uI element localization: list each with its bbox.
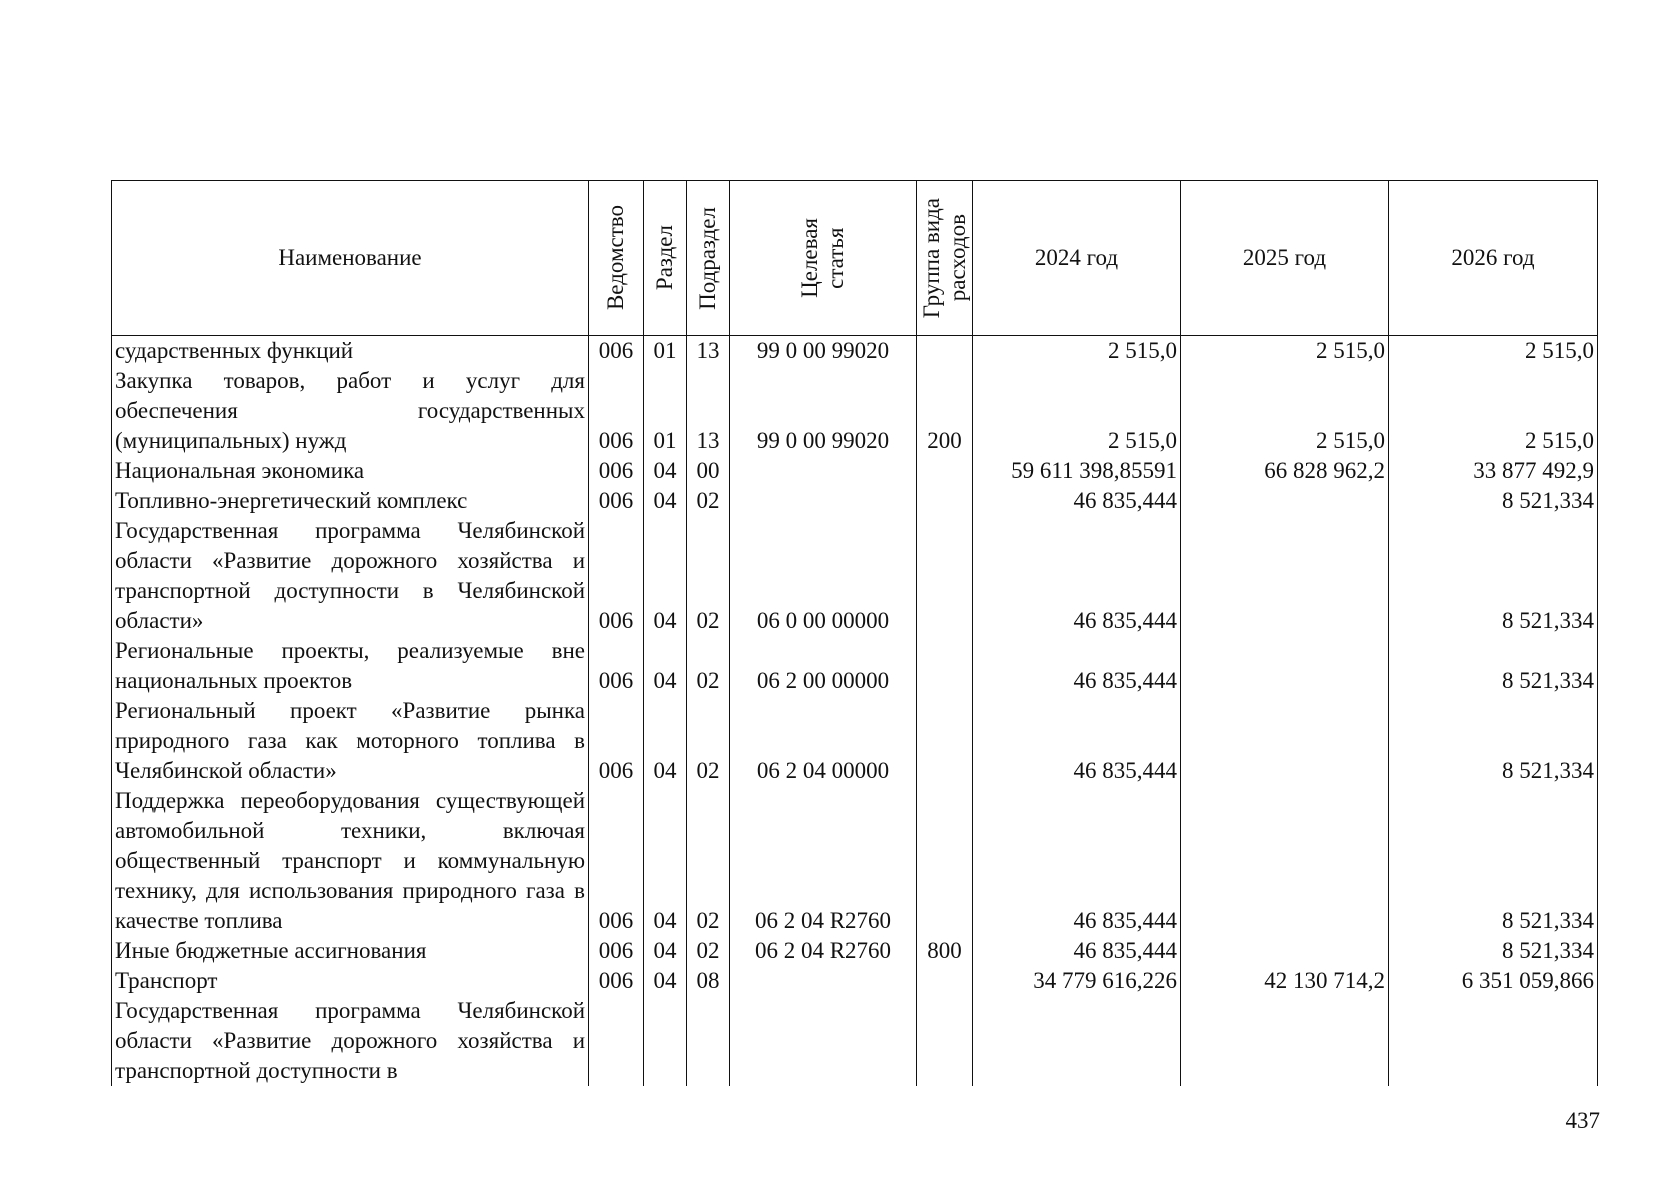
row-gruppa bbox=[917, 336, 973, 367]
row-2025: 42 130 714,2 bbox=[1181, 966, 1389, 996]
header-year-2026: 2026 год bbox=[1389, 181, 1598, 336]
row-2024: 59 611 398,85591 bbox=[973, 456, 1181, 486]
row-vedomstvo: 006 bbox=[589, 486, 644, 516]
row-razdel: 04 bbox=[644, 516, 687, 636]
row-name: Топливно-энергетический комплекс bbox=[112, 486, 589, 516]
row-2026: 6 351 059,866 bbox=[1389, 966, 1598, 996]
row-2026: 8 521,334 bbox=[1389, 486, 1598, 516]
header-year-2024: 2024 год bbox=[973, 181, 1181, 336]
header-gruppa-line2: расходов bbox=[944, 214, 970, 302]
row-razdel: 04 bbox=[644, 936, 687, 966]
header-vedomstvo-label: Ведомство bbox=[603, 205, 628, 311]
row-name: Поддержка переоборудования существующей автомобильной техники, включая общественный транспорт и коммунальную технику, для использования природного газа в качестве топлива bbox=[112, 786, 589, 936]
header-name: Наименование bbox=[112, 181, 589, 336]
row-2024: 46 835,444 bbox=[973, 936, 1181, 966]
row-podrazdel: 13 bbox=[687, 336, 730, 367]
row-razdel: 04 bbox=[644, 786, 687, 936]
row-2026: 8 521,334 bbox=[1389, 696, 1598, 786]
table-row bbox=[112, 486, 1598, 516]
table-row bbox=[112, 966, 1598, 996]
row-celevaya-statya: 06 2 04 R2760 bbox=[730, 786, 917, 936]
row-podrazdel: 02 bbox=[687, 516, 730, 636]
row-podrazdel: 02 bbox=[687, 696, 730, 786]
row-name: Национальная экономика bbox=[112, 456, 589, 486]
row-celevaya-statya bbox=[730, 486, 917, 516]
row-2025: 2 515,0 bbox=[1181, 366, 1389, 456]
header-razdel bbox=[644, 181, 687, 336]
row-celevaya-statya: 06 2 00 00000 bbox=[730, 636, 917, 696]
row-name: Транспорт bbox=[112, 966, 589, 996]
header-celevaya-statya bbox=[730, 181, 917, 336]
row-podrazdel: 13 bbox=[687, 366, 730, 456]
row-2024: 2 515,0 bbox=[973, 366, 1181, 456]
header-podrazdel bbox=[687, 181, 730, 336]
row-celevaya-statya bbox=[730, 456, 917, 486]
row-razdel: 04 bbox=[644, 486, 687, 516]
row-razdel: 04 bbox=[644, 696, 687, 786]
row-gruppa bbox=[917, 696, 973, 786]
row-name: Иные бюджетные ассигнования bbox=[112, 936, 589, 966]
row-2024: 46 835,444 bbox=[973, 636, 1181, 696]
row-vedomstvo: 006 bbox=[589, 456, 644, 486]
row-2026: 33 877 492,9 bbox=[1389, 456, 1598, 486]
header-gruppa-line1: Группа вида bbox=[918, 197, 944, 319]
row-vedomstvo: 006 bbox=[589, 366, 644, 456]
table-row bbox=[112, 456, 1598, 486]
row-2024: 46 835,444 bbox=[973, 786, 1181, 936]
row-2025 bbox=[1181, 516, 1389, 636]
table-body bbox=[112, 336, 1598, 1087]
row-celevaya-statya bbox=[730, 996, 917, 1086]
header-gruppa-label bbox=[919, 198, 971, 318]
row-2024: 2 515,0 bbox=[973, 336, 1181, 367]
row-celevaya-statya: 06 2 04 R2760 bbox=[730, 936, 917, 966]
row-vedomstvo: 006 bbox=[589, 786, 644, 936]
row-gruppa bbox=[917, 456, 973, 486]
row-gruppa: 800 bbox=[917, 936, 973, 966]
row-razdel: 04 bbox=[644, 456, 687, 486]
row-2026: 8 521,334 bbox=[1389, 936, 1598, 966]
row-podrazdel: 02 bbox=[687, 786, 730, 936]
row-2026: 2 515,0 bbox=[1389, 366, 1598, 456]
row-2024: 46 835,444 bbox=[973, 696, 1181, 786]
table-row bbox=[112, 516, 1598, 636]
row-vedomstvo: 006 bbox=[589, 966, 644, 996]
row-vedomstvo: 006 bbox=[589, 516, 644, 636]
header-podrazdel-label: Подраздел bbox=[695, 206, 720, 310]
row-2024: 46 835,444 bbox=[973, 486, 1181, 516]
table-row bbox=[112, 786, 1598, 936]
row-2026: 8 521,334 bbox=[1389, 786, 1598, 936]
row-gruppa: 200 bbox=[917, 366, 973, 456]
row-gruppa bbox=[917, 486, 973, 516]
header-celevaya-line1: Целевая bbox=[797, 218, 822, 298]
row-gruppa bbox=[917, 786, 973, 936]
page-number: 437 bbox=[1565, 1108, 1600, 1133]
row-celevaya-statya bbox=[730, 966, 917, 996]
row-celevaya-statya: 06 2 04 00000 bbox=[730, 696, 917, 786]
header-celevaya-statya-label bbox=[797, 218, 849, 298]
table-row bbox=[112, 996, 1598, 1086]
row-razdel: 01 bbox=[644, 336, 687, 367]
row-razdel: 04 bbox=[644, 966, 687, 996]
row-razdel bbox=[644, 996, 687, 1086]
row-name: Государственная программа Челябинской области «Развитие дорожного хозяйства и транспортной доступности в Челябинской области» bbox=[112, 516, 589, 636]
row-podrazdel: 02 bbox=[687, 636, 730, 696]
row-name: Региональные проекты, реализуемые вне национальных проектов bbox=[112, 636, 589, 696]
row-2025 bbox=[1181, 636, 1389, 696]
budget-table bbox=[111, 180, 1598, 1086]
row-celevaya-statya: 99 0 00 99020 bbox=[730, 366, 917, 456]
table-header-row bbox=[112, 181, 1598, 336]
table-row bbox=[112, 366, 1598, 456]
row-podrazdel: 00 bbox=[687, 456, 730, 486]
row-celevaya-statya: 06 0 00 00000 bbox=[730, 516, 917, 636]
row-razdel: 01 bbox=[644, 366, 687, 456]
header-gruppa-vida-rashodov bbox=[917, 181, 973, 336]
row-2025: 66 828 962,2 bbox=[1181, 456, 1389, 486]
header-vedomstvo bbox=[589, 181, 644, 336]
row-podrazdel bbox=[687, 996, 730, 1086]
row-gruppa bbox=[917, 966, 973, 996]
row-gruppa bbox=[917, 636, 973, 696]
header-razdel-label: Раздел bbox=[652, 225, 677, 291]
row-gruppa bbox=[917, 996, 973, 1086]
row-vedomstvo: 006 bbox=[589, 636, 644, 696]
row-2025 bbox=[1181, 696, 1389, 786]
row-vedomstvo: 006 bbox=[589, 336, 644, 367]
row-2026: 8 521,334 bbox=[1389, 516, 1598, 636]
row-2025 bbox=[1181, 996, 1389, 1086]
row-name: Государственная программа Челябинской области «Развитие дорожного хозяйства и транспортной доступности в bbox=[112, 996, 589, 1086]
row-gruppa bbox=[917, 516, 973, 636]
row-vedomstvo bbox=[589, 996, 644, 1086]
table-row bbox=[112, 336, 1598, 367]
row-2024: 46 835,444 bbox=[973, 516, 1181, 636]
row-razdel: 04 bbox=[644, 636, 687, 696]
row-2024 bbox=[973, 996, 1181, 1086]
row-2025: 2 515,0 bbox=[1181, 336, 1389, 367]
table-row bbox=[112, 936, 1598, 966]
row-podrazdel: 02 bbox=[687, 936, 730, 966]
row-podrazdel: 02 bbox=[687, 486, 730, 516]
row-2025 bbox=[1181, 786, 1389, 936]
row-podrazdel: 08 bbox=[687, 966, 730, 996]
row-2024: 34 779 616,226 bbox=[973, 966, 1181, 996]
row-name: сударственных функций bbox=[112, 336, 589, 367]
table-row bbox=[112, 696, 1598, 786]
row-name: Закупка товаров, работ и услуг для обеспечения государственных (муниципальных) нужд bbox=[112, 366, 589, 456]
header-year-2025: 2025 год bbox=[1181, 181, 1389, 336]
row-2026: 8 521,334 bbox=[1389, 636, 1598, 696]
row-2025 bbox=[1181, 936, 1389, 966]
row-2026 bbox=[1389, 996, 1598, 1086]
row-2025 bbox=[1181, 486, 1389, 516]
row-vedomstvo: 006 bbox=[589, 936, 644, 966]
row-name: Региональный проект «Развитие рынка природного газа как моторного топлива в Челябинской области» bbox=[112, 696, 589, 786]
header-celevaya-line2: статья bbox=[823, 227, 848, 289]
row-celevaya-statya: 99 0 00 99020 bbox=[730, 336, 917, 367]
row-2026: 2 515,0 bbox=[1389, 336, 1598, 367]
table-row bbox=[112, 636, 1598, 696]
row-vedomstvo: 006 bbox=[589, 696, 644, 786]
